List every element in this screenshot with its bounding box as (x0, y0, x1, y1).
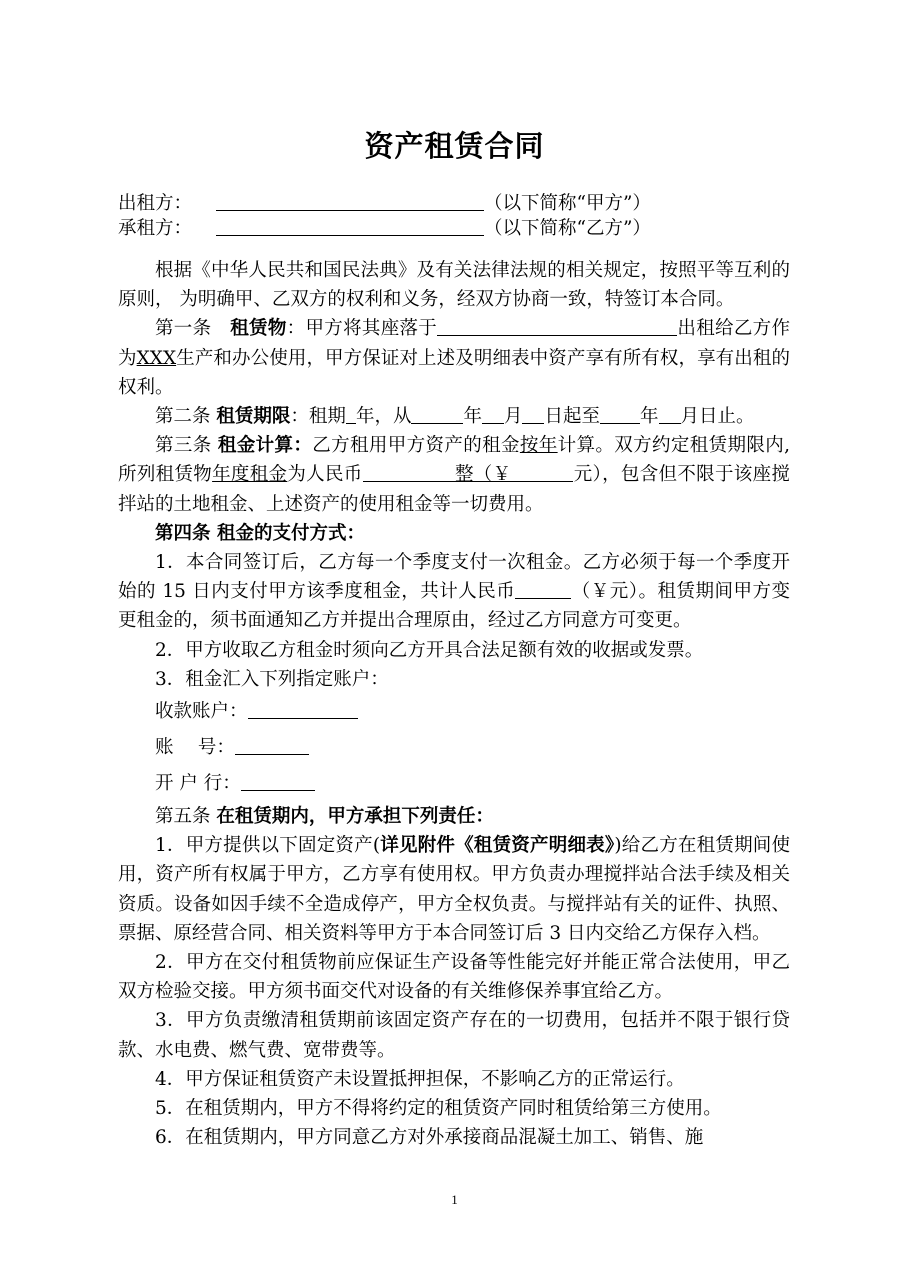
article-3-t3: 计算。双方约定租赁期限内,所列租赁物 (118, 435, 790, 486)
rent-amount-words-blank[interactable] (363, 464, 455, 482)
article-2-t5: 日起至 (544, 406, 600, 428)
article-4-item-3: 3．租金汇入下列指定账户： (155, 668, 389, 690)
article-3-t7: 元），包含但不限于该座搅拌站的土地租金、上述资产的使用租金等一切费用。 (118, 464, 790, 515)
bank-blank[interactable] (241, 773, 315, 791)
lessee-blank[interactable] (216, 217, 484, 236)
account-number-label: 账 号： (155, 737, 235, 759)
lessee-line (118, 216, 798, 242)
article-1-title: 租赁物 (230, 318, 287, 340)
article-4-item-1-b: （￥元）。租赁期间甲方变更租金的，须书面通知乙方并提出合理原由，经过乙方同意方可变更。 (118, 581, 790, 632)
article-5-item-1-bold: 详见附件《租赁资产明细表》 (380, 835, 615, 857)
article-3-t5: 为人民币 (287, 464, 363, 486)
article-2-t6: 年 (640, 406, 659, 428)
article-4-item-2: 2．甲方收取乙方租金时须向乙方开具合法足额有效的收据或发票。 (155, 639, 704, 661)
lessor-blank[interactable] (216, 192, 484, 211)
rent-amount-figures-blank[interactable] (511, 464, 573, 482)
article-1-number: 第一条 (155, 318, 212, 340)
article-5-item-6: 6．在租赁期内，甲方同意乙方对外承接商品混凝土加工、销售、施 (155, 1127, 704, 1149)
article-3 (118, 431, 790, 519)
property-location-blank[interactable] (437, 318, 677, 336)
article-3-number: 第三条 (155, 435, 212, 457)
article-5-item-1-a: 1．甲方提供以下固定资产( (155, 835, 381, 857)
lessor-suffix: （以下简称“甲方”） (484, 193, 651, 214)
article-2-t7: 月 (680, 406, 700, 428)
article-1 (118, 314, 790, 402)
article-2-t3: 年 (463, 406, 482, 428)
account-number-blank[interactable] (235, 737, 309, 755)
article-2-t8: 日止。 (699, 406, 755, 428)
article-3-t2: 按年 (519, 435, 558, 457)
document-title: 资产租赁合同 (364, 129, 545, 163)
account-number-line (118, 730, 790, 766)
quarterly-rent-blank[interactable] (515, 581, 571, 599)
contract-body (118, 256, 790, 1152)
page-number: 1 (451, 1192, 458, 1207)
intro-paragraph: 根据《中华人民共和国民法典》及有关法律法规的相关规定，按照平等互利的原则， 为明确甲、乙双方的权利和义务，经双方协商一致，特签订本合同。 (118, 260, 790, 311)
article-2 (118, 402, 790, 431)
article-5-item-3: 3．甲方负责缴清租赁期前该固定资产存在的一切费用，包括并不限于银行贷款、水电费、燃气费、宽带费等。 (118, 1010, 790, 1061)
article-5-item-1-b: )给乙方在租赁期间使用，资产所有权属于甲方，乙方享有使用权。甲方负责办理搅拌站合法手续及相关资质。设备如因手续不全造成停产，甲方全权负责。与搅拌站有关的证件、执照、票据、原经营合同、相关资料等甲方于本合同签订后 3 日内交给乙方保存入档。 (118, 835, 790, 944)
bank-label: 开 户 行： (155, 773, 241, 795)
article-4-item-1-a: 1．本合同签订后，乙方每一个季度支付一次租金。乙方必须于每一个季度开始的 15 日内支付甲方该季度租金，共计人民币 (118, 552, 790, 603)
article-5-number: 第五条 (155, 806, 211, 828)
article-1-text-b: 出租给乙方作为 (118, 318, 790, 369)
start-day-blank[interactable] (522, 406, 544, 424)
article-5-item-5: 5．在租赁期内，甲方不得将约定的租赁资产同时租赁给第三方使用。 (155, 1098, 722, 1120)
lessee-suffix: （以下简称“乙方”） (484, 218, 651, 239)
article-3-t4: 年度租金 (212, 464, 288, 486)
end-year-blank[interactable] (600, 406, 640, 424)
bank-line (118, 766, 790, 802)
article-2-title: 租赁期限 (216, 406, 291, 428)
start-month-blank[interactable] (482, 406, 504, 424)
article-5-item-1 (118, 831, 790, 948)
term-years-blank[interactable] (346, 406, 356, 424)
article-1-colon: ： (286, 318, 306, 340)
article-3-title: 租金计算： (217, 435, 313, 457)
article-1-text-c: 生产和办公使用，甲方保证对上述及明细表中资产享有所有权，享有出租的权利。 (118, 347, 790, 398)
article-2-t1: ：租期 (290, 406, 346, 428)
lessor-line (118, 191, 798, 217)
lessor-label: 出租方： (118, 193, 193, 214)
start-year-blank[interactable] (411, 406, 463, 424)
article-2-t4: 月 (503, 406, 523, 428)
article-1-text-a: 甲方将其座落于 (305, 318, 438, 340)
article-5-heading (118, 802, 790, 831)
article-2-number: 第二条 (155, 406, 211, 428)
article-5-item-4: 4．甲方保证租赁资产未设置抵押担保，不影响乙方的正常运行。 (155, 1068, 685, 1090)
lessee-label: 承租方： (118, 218, 193, 239)
account-name-label: 收款账户： (155, 701, 248, 723)
article-4-item-1 (118, 548, 790, 636)
article-3-t1: 乙方租用甲方资产的租金 (312, 435, 520, 457)
account-name-line (118, 694, 790, 730)
article-3-t6: 整（￥ (454, 464, 512, 486)
end-month-blank[interactable] (659, 406, 681, 424)
article-1-xxx: XXX (136, 347, 177, 369)
article-5-item-2: 2．甲方在交付租赁物前应保证生产设备等性能完好并能正常合法使用，甲乙双方检验交接。甲方须书面交代对设备的有关维修保养事宜给乙方。 (118, 952, 790, 1003)
article-5-title: 在租赁期内，甲方承担下列责任： (216, 806, 494, 828)
article-2-t2: 年，从 (355, 406, 412, 428)
account-name-blank[interactable] (248, 701, 358, 719)
article-4-heading: 第四条 租金的支付方式： (155, 522, 365, 544)
